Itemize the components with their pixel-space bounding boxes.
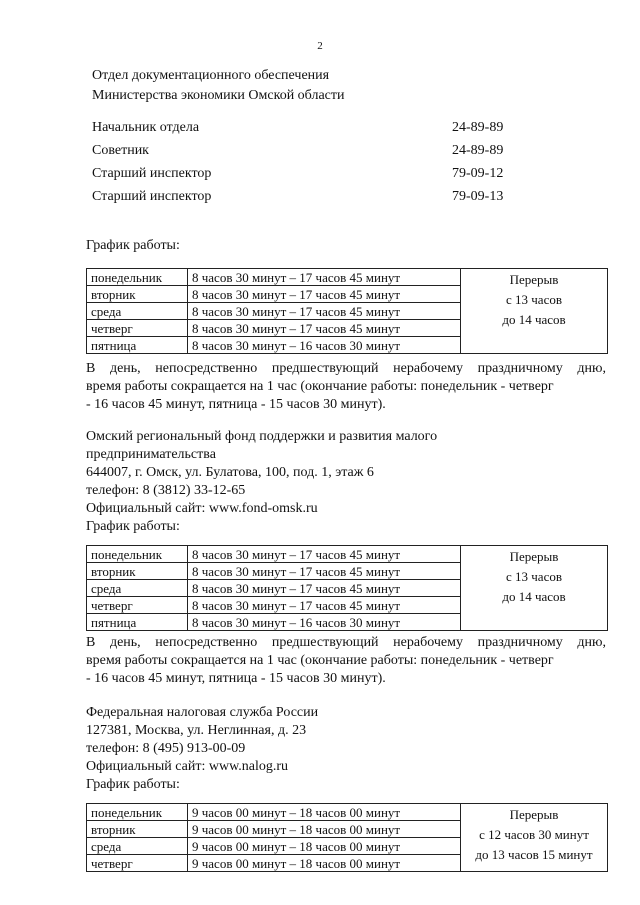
schedule-time: 8 часов 30 минут – 16 часов 30 минут [188,337,461,354]
tax-name: Федеральная налоговая служба России [86,705,319,720]
contact-role: Начальник отдела [92,120,200,135]
tax-schedule-table [86,803,608,872]
break-cell [461,804,608,872]
contact-row [92,118,512,141]
note-line: - 16 часов 45 минут, пятница - 15 часов 30 минут). [86,671,386,686]
schedule-day: среда [87,303,188,320]
schedule-day: вторник [87,563,188,580]
note-line: В день, непосредственно предшествующий нерабочему праздничному дню, [86,361,606,376]
contact-phone: 24-89-89 [452,120,504,135]
contact-row [92,187,512,210]
schedule-label: График работы: [86,519,180,534]
fund-phone: телефон: 8 (3812) 33-12-65 [86,483,246,498]
schedule-time: 8 часов 30 минут – 17 часов 45 минут [188,269,461,286]
schedule-label: График работы: [86,777,180,792]
schedule-day: понедельник [87,546,188,563]
schedule-time: 9 часов 00 минут – 18 часов 00 минут [188,821,461,838]
dept-title-line: Отдел документационного обеспечения [92,68,330,83]
schedule-label: График работы: [86,238,180,253]
note-line: время работы сокращается на 1 час (окончание работы: понедельник - четверг [86,379,554,394]
contact-row [92,141,512,164]
schedule-day: четверг [87,597,188,614]
dept-contacts [92,118,512,210]
schedule-time: 8 часов 30 минут – 17 часов 45 минут [188,303,461,320]
note-line: В день, непосредственно предшествующий нерабочему праздничному дню, [86,635,606,650]
schedule-day: пятница [87,614,188,631]
dept-schedule-table [86,268,608,354]
schedule-day: понедельник [87,269,188,286]
schedule-day: среда [87,838,188,855]
contact-row [92,164,512,187]
fund-name-line: предпринимательства [86,447,216,462]
note-line: время работы сокращается на 1 час (окончание работы: понедельник - четверг [86,653,554,668]
schedule-time: 8 часов 30 минут – 17 часов 45 минут [188,563,461,580]
break-line: до 14 часов [502,589,566,604]
break-line: с 12 часов 30 минут [479,827,589,842]
tax-info [86,704,606,794]
schedule-day: среда [87,580,188,597]
schedule-time: 8 часов 30 минут – 17 часов 45 минут [188,286,461,303]
schedule-day: понедельник [87,804,188,821]
tax-phone: телефон: 8 (495) 913-00-09 [86,741,246,756]
schedule-time: 9 часов 00 минут – 18 часов 00 минут [188,838,461,855]
break-line: до 14 часов [502,312,566,327]
break-line: Перерыв [509,272,559,287]
schedule-time: 8 часов 30 минут – 17 часов 45 минут [188,320,461,337]
break-line: до 13 часов 15 минут [475,847,593,862]
page-number: 2 [317,40,323,52]
schedule-day: четверг [87,855,188,872]
fund-site: Официальный сайт: www.fond-omsk.ru [86,501,318,516]
dept-title-line: Министерства экономики Омской области [92,88,345,103]
table-row [87,804,608,821]
break-cell [461,546,608,631]
note-line: - 16 часов 45 минут, пятница - 15 часов 30 минут). [86,397,386,412]
contact-role: Советник [92,143,149,158]
schedule-time: 9 часов 00 минут – 18 часов 00 минут [188,855,461,872]
schedule-time: 8 часов 30 минут – 17 часов 45 минут [188,580,461,597]
dept-title [92,66,344,106]
schedule-time: 8 часов 30 минут – 17 часов 45 минут [188,546,461,563]
dept-holiday-note [86,360,606,414]
fund-schedule-table [86,545,608,631]
tax-address: 127381, Москва, ул. Неглинная, д. 23 [86,723,307,738]
fund-name-line: Омский региональный фонд поддержки и развития малого [86,429,438,444]
break-line: с 13 часов [506,292,562,307]
break-line: с 13 часов [506,569,562,584]
table-row [87,546,608,563]
break-line: Перерыв [509,549,559,564]
schedule-day: четверг [87,320,188,337]
contact-role: Старший инспектор [92,189,212,204]
fund-address: 644007, г. Омск, ул. Булатова, 100, под. 1, этаж 6 [86,465,374,480]
break-line: Перерыв [509,807,559,822]
fund-info [86,428,606,536]
schedule-day: пятница [87,337,188,354]
contact-role: Старший инспектор [92,166,212,181]
break-cell [461,269,608,354]
schedule-time: 8 часов 30 минут – 17 часов 45 минут [188,597,461,614]
schedule-time: 9 часов 00 минут – 18 часов 00 минут [188,804,461,821]
schedule-day: вторник [87,821,188,838]
schedule-day: вторник [87,286,188,303]
tax-site: Официальный сайт: www.nalog.ru [86,759,289,774]
contact-phone: 24-89-89 [452,143,504,158]
contact-phone: 79-09-13 [452,189,504,204]
schedule-time: 8 часов 30 минут – 16 часов 30 минут [188,614,461,631]
table-row [87,269,608,286]
fund-holiday-note [86,634,606,688]
contact-phone: 79-09-12 [452,166,504,181]
